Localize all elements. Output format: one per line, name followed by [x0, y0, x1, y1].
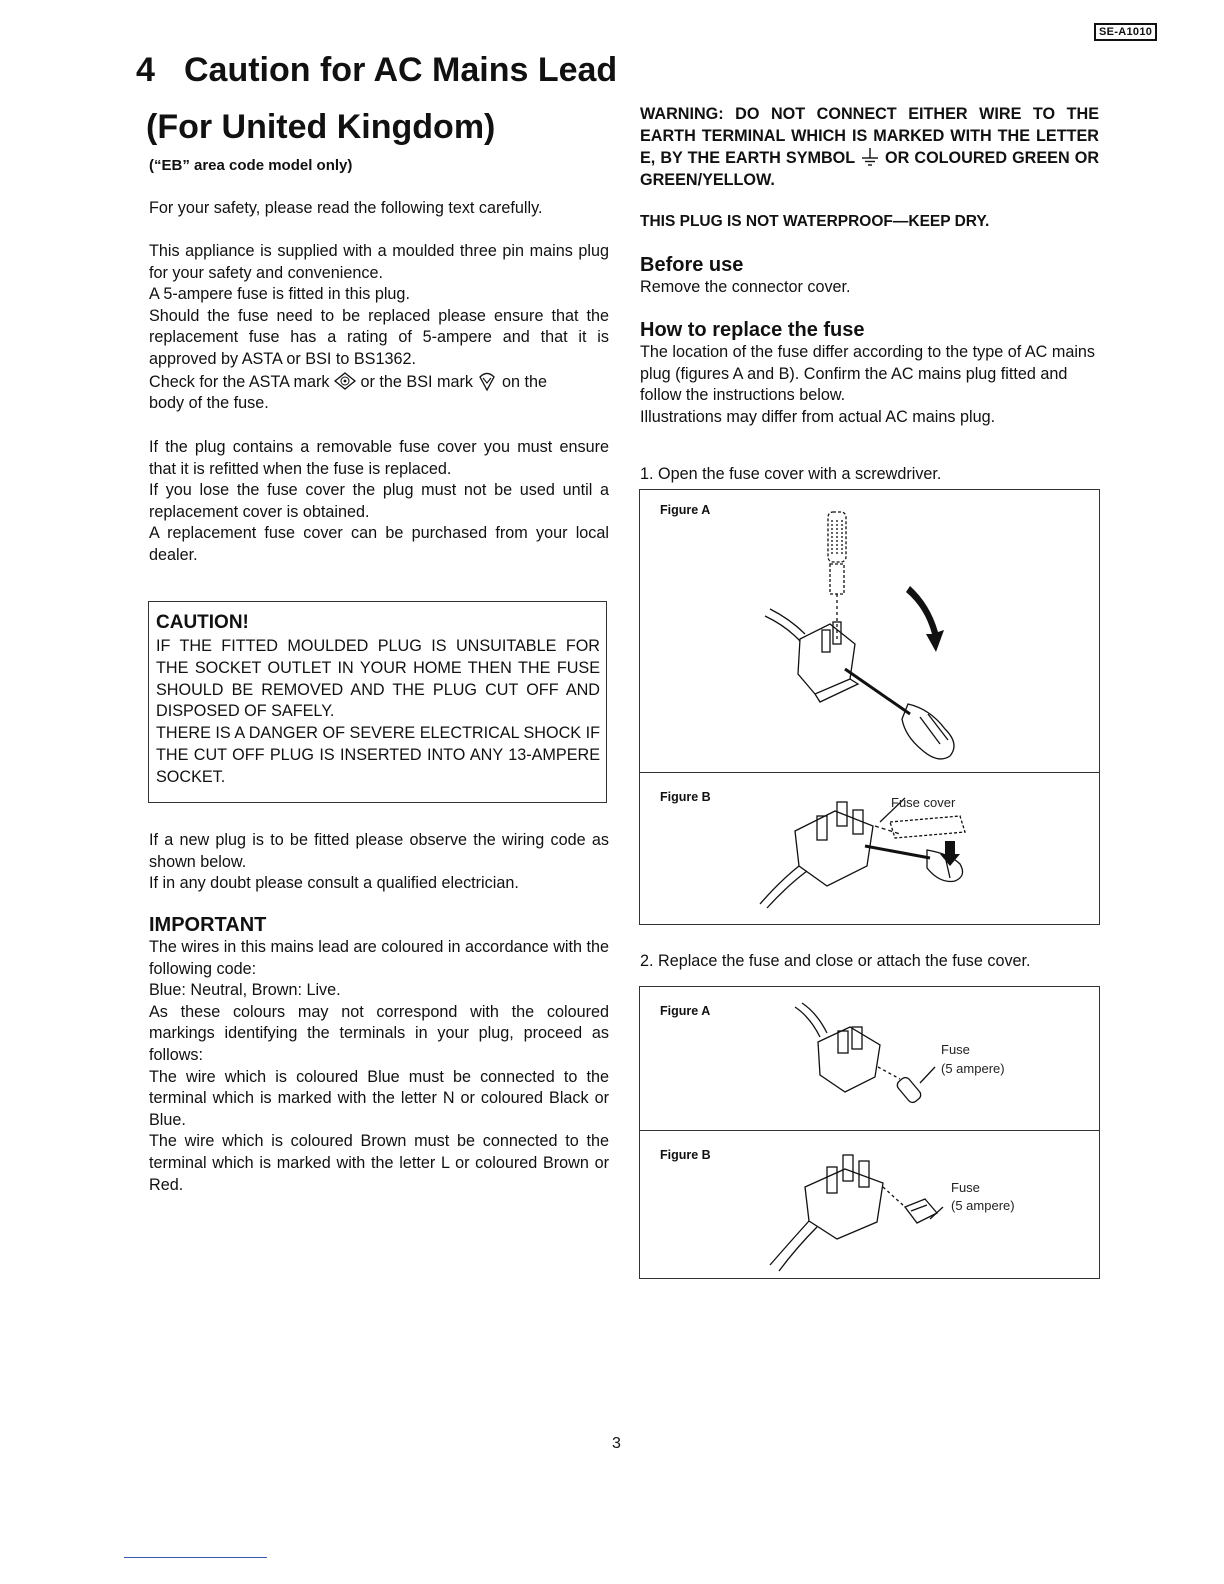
footer-rule — [124, 1557, 267, 1558]
model-code-badge: SE-A1010 — [1094, 23, 1157, 41]
section-title — [136, 50, 617, 90]
warning-part1: WARNING: DO NOT CONNECT EITHER WIRE TO THE EARTH TERMINAL WHICH IS MARKED WITH THE LETTER E, BY THE EARTH SYMBOL — [640, 105, 1099, 167]
plug-screwdriver-illustration-b — [755, 786, 995, 911]
fuse-cover-block — [149, 437, 609, 567]
plug-fuse-illustration-a — [790, 997, 950, 1117]
fuse-cover-line: If you lose the fuse cover the plug must not be used until a replacement cover is obtained. — [149, 481, 609, 521]
bsi-kitemark-icon — [477, 371, 497, 391]
title-line1: Caution for AC Mains Lead — [184, 51, 618, 89]
warning-text — [640, 103, 1099, 191]
figure-a-label: Figure A — [660, 503, 711, 517]
important-line: As these colours may not correspond with the coloured markings identifying the terminals in your plug, proceed as follows: — [149, 1002, 609, 1064]
replace-fuse-note: Illustrations may differ from actual AC mains plug. — [640, 407, 996, 426]
bsi-text: or the BSI mark — [360, 372, 473, 391]
fuse-label: Fuse — [941, 1042, 970, 1057]
fuse-info-line: A 5-ampere fuse is fitted in this plug. — [149, 285, 410, 304]
fuse-ampere-label: (5 ampere) — [951, 1198, 1015, 1213]
fuse-info-block — [149, 241, 609, 415]
fuse-cover-line: A replacement fuse cover can be purchased from your local dealer. — [149, 524, 609, 564]
fuse-cover-label: Fuse cover — [891, 795, 956, 810]
important-line: The wires in this mains lead are coloured in accordance with the following code: — [149, 938, 609, 978]
new-plug-line: If a new plug is to be fitted please observe the wiring code as shown below. — [149, 831, 609, 871]
replace-fuse-text: The location of the fuse differ according to the type of AC mains plug (figures A and B). Confirm the AC mains plug fitted and follow the instructions below. — [640, 343, 1096, 405]
step-1: 1. Open the fuse cover with a screwdriver. — [640, 465, 942, 483]
plug-fuse-illustration-b — [765, 1147, 965, 1277]
subtitle: (“EB” area code model only) — [149, 157, 353, 174]
figure-b-label: Figure B — [660, 1148, 711, 1162]
new-plug-line: If in any doubt please consult a qualified electrician. — [149, 874, 519, 893]
fuse-info-line: This appliance is supplied with a moulded three pin mains plug for your safety and convenience. — [149, 242, 609, 282]
before-use-section — [640, 253, 1100, 299]
replace-fuse-heading: How to replace the fuse — [640, 319, 865, 341]
earth-symbol-icon — [860, 148, 880, 166]
page-number: 3 — [612, 1435, 621, 1452]
asta-bsi-line — [149, 371, 609, 394]
figure-group-open-cover — [639, 489, 1100, 925]
fuse-label: Fuse — [951, 1180, 980, 1195]
step-2: 2. Replace the fuse and close or attach the fuse cover. — [640, 952, 1031, 970]
replace-fuse-section — [640, 318, 1100, 428]
new-plug-block — [149, 830, 609, 895]
fuse-info-line: Should the fuse need to be replaced please ensure that the replacement fuse has a rating of 5-ampere and that it is approved by ASTA or BSI to BS1362. — [149, 306, 609, 368]
on-the-text: on the — [501, 372, 547, 391]
important-line: Blue: Neutral, Brown: Live. — [149, 981, 341, 1000]
figure-a-label: Figure A — [660, 1004, 711, 1018]
asta-text: Check for the ASTA mark — [149, 372, 330, 391]
caution-box — [148, 601, 607, 803]
before-use-heading: Before use — [640, 254, 744, 276]
section-number: 4 — [136, 51, 155, 89]
body-of-fuse-text: body of the fuse. — [149, 394, 269, 413]
caution-line: IF THE FITTED MOULDED PLUG IS UNSUITABLE FOR THE SOCKET OUTLET IN YOUR HOME THEN THE FUSE SHOULD BE REMOVED AND THE PLUG CUT OFF AND DISPOSED OF SAFELY. — [156, 637, 600, 721]
intro-text — [149, 198, 609, 220]
title-line2-wrap — [146, 107, 495, 147]
figure-divider — [640, 1130, 1099, 1131]
asta-mark-icon — [334, 372, 356, 390]
figure-divider — [640, 772, 1099, 773]
important-section — [149, 913, 609, 1196]
before-use-text: Remove the connector cover. — [640, 278, 851, 296]
warning-part2: OR COLOURED GREEN OR GREEN/YELLOW. — [640, 149, 1100, 189]
caution-heading: CAUTION! — [156, 612, 249, 633]
fuse-ampere-label: (5 ampere) — [941, 1061, 1005, 1076]
important-line: The wire which is coloured Brown must be connected to the terminal which is marked with the letter L or coloured Brown or Red. — [149, 1132, 609, 1194]
figure-b-label: Figure B — [660, 790, 711, 804]
intro-line: For your safety, please read the following text carefully. — [149, 199, 543, 217]
caution-line: THERE IS A DANGER OF SEVERE ELECTRICAL SHOCK IF THE CUT OFF PLUG IS INSERTED INTO ANY 13-AMPERE SOCKET. — [156, 724, 600, 786]
plug-screwdriver-illustration-a — [760, 504, 1000, 766]
figure-group-replace-fuse — [639, 986, 1100, 1279]
fuse-cover-line: If the plug contains a removable fuse cover you must ensure that it is refitted when the fuse is replaced. — [149, 438, 609, 478]
not-waterproof-text: THIS PLUG IS NOT WATERPROOF—KEEP DRY. — [640, 213, 990, 230]
important-line: The wire which is coloured Blue must be connected to the terminal which is marked with the letter N or coloured Black or Blue. — [149, 1067, 609, 1129]
important-heading: IMPORTANT — [149, 914, 267, 936]
title-line2: (For United Kingdom) — [146, 108, 496, 146]
